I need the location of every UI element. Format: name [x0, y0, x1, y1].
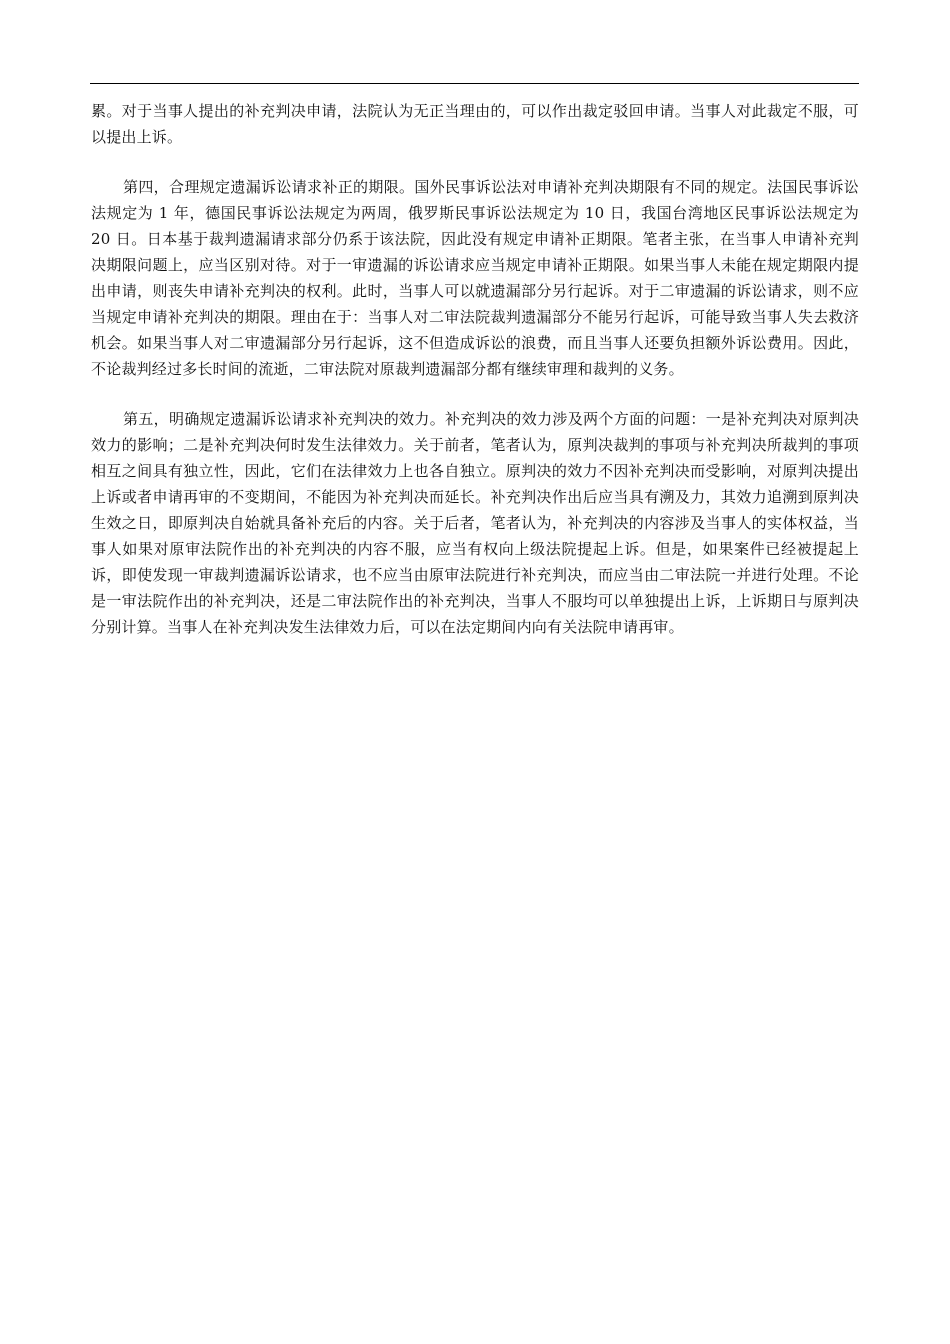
paragraph-continuation: 累。对于当事人提出的补充判决申请，法院认为无正当理由的，可以作出裁定驳回申请。当事人对此裁定不服，可以提出上诉。 — [91, 102, 859, 146]
paragraph-fifth-point: 第五，明确规定遗漏诉讼请求补充判决的效力。补充判决的效力涉及两个方面的问题：一是补充判决对原判决效力的影响；二是补充判决何时发生法律效力。关于前者，笔者认为，原判决裁判的事项与补充判决所裁判的事项相互之间具有独立性，因此，它们在法律效力上也各自独立。原判决的效力不因补充判决而受影响，对原判决提出上诉或者申请再审的不变期间，不能因为补充判决而延长。补充判决作出后应当具有溯及力，其效力追溯到原判决生效之日，即原判决自始就具备补充后的内容。关于后者，笔者认为，补充判决的内容涉及当事人的实体权益，当事人如果对原审法院作出的补充判决的内容不服，应当有权向上级法院提起上诉。但是，如果案件已经被提起上诉，即使发现一审裁判遗漏诉讼请求，也不应当由原审法院进行补充判决，而应当由二审法院一并进行处理。不论是一审法院作出的补充判决，还是二审法院作出的补充判决，当事人不服均可以单独提出上诉，上诉期日与原判决分别计算。当事人在补充判决发生法律效力后，可以在法定期间内向有关法院申请再审。 — [91, 410, 859, 636]
document-body — [91, 98, 859, 664]
paragraph-fourth-point: 第四，合理规定遗漏诉讼请求补正的期限。国外民事诉讼法对申请补充判决期限有不同的规定。法国民事诉讼法规定为 1 年，德国民事诉讼法规定为两周，俄罗斯民事诉讼法规定为 10 日，我国台湾地区民事诉讼法规定为 20 日。日本基于裁判遗漏请求部分仍系于该法院，因此没有规定申请补正期限。笔者主张，在当事人申请补充判决期限问题上，应当区别对待。对于一审遗漏的诉讼请求应当规定申请补正期限。如果当事人未能在规定期限内提出申请，则丧失申请补充判决的权利。此时，当事人可以就遗漏部分另行起诉。对于二审遗漏的诉讼请求，则不应当规定申请补充判决的期限。理由在于：当事人对二审法院裁判遗漏部分不能另行起诉，可能导致当事人失去救济机会。如果当事人对二审遗漏部分另行起诉，这不但造成诉讼的浪费，而且当事人还要负担额外诉讼费用。因此，不论裁判经过多长时间的流逝，二审法院对原裁判遗漏部分都有继续审理和裁判的义务。 — [91, 178, 859, 378]
header-rule — [90, 83, 859, 84]
